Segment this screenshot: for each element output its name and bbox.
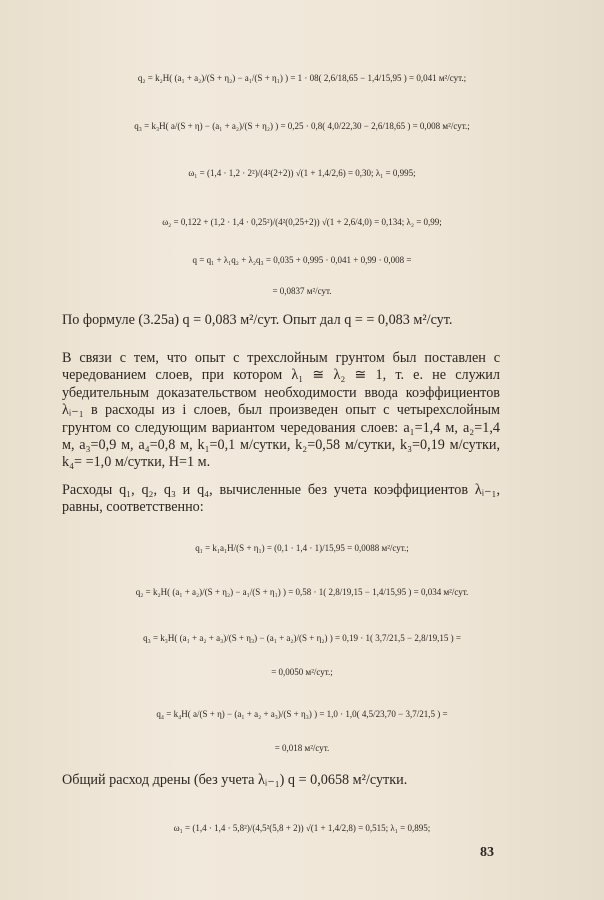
equation-omega1-first: ω₁ = (1,4 · 1,2 · 2²)/(4²(2+2)) √(1 + 1,4/2,6) = 0,30; λ₁ = 0,995;: [188, 168, 416, 178]
equation-q3-second-line1: q₃ = k₃H( (a₁ + a₂ + a₃)/(S + η₃) − (a₁ + a₂)/(S + η₂) ) = 0,19 · 1( 3,7/21,5 − 2,8/19,15 ) =: [143, 633, 461, 643]
page-number: 83: [480, 845, 494, 860]
equation-q-total-line1: q = q₁ + λ₁q₂ + λ₂q₃ = 0,035 + 0,995 · 0,041 + 0,99 · 0,008 =: [192, 255, 412, 265]
equation-omega1-second: ω₁ = (1,4 · 1,4 · 5,8²)/(4,5²(5,8 + 2)) √(1 + 1,4/2,8) = 0,515; λ₁ = 0,895;: [173, 823, 431, 833]
equation-q1-second: q₁ = k₁a₁H/(S + η₁) = (0,1 · 1,4 · 1)/15,95 = 0,0088 м²/сут.;: [195, 543, 409, 553]
equation-q3-second-line2: = 0,0050 м²/сут.;: [271, 667, 333, 677]
equation-q4-second-line1: q₄ = k₄H( a/(S + η) − (a₁ + a₂ + a₃)/(S + η₃) ) = 1,0 · 1,0( 4,5/23,70 − 3,7/21,5 ) =: [156, 709, 448, 719]
paragraph-total-discharge: Общий расход дрены (без учета λᵢ₋₁) q = 0,0658 м²/сутки.: [62, 772, 408, 788]
paragraph-four-layer-experiment: В связи с тем, что опыт с трехслойным грунтом был поставлен с чередованием слоев, при котором λ₁ ≅ λ₂ ≅ 1, т. е. не служил убедительным доказательством необходимости ввода коэффициентов λᵢ₋₁ в расходы из i слоев, был произведен опыт с четырехслойным грунтом со следующим вариантом чередования слоев: a₁=1,4 м, a₂=1,4 м, a₃=0,9 м, a₄=0,8 м, k₁=0,1 м/сутки, k₂=0,58 м/сутки, k₃=0,19 м/сутки, k₄= =1,0 м/сутки, H=1 м.: [62, 350, 500, 471]
equation-q2-first: q₂ = k₂H( (a₁ + a₂)/(S + η₂) − a₁/(S + η₁) ) = 1 · 08( 2,6/18,65 − 1,4/15,95 ) = 0,041 м²/сут.;: [137, 73, 467, 83]
equation-q3-first: q₃ = k₃H( a/(S + η) − (a₁ + a₂)/(S + η₂) ) = 0,25 · 0,8( 4,0/22,30 − 2,6/18,65 ) = 0,008 м²/сут.;: [134, 121, 470, 131]
equation-q2-second: q₂ = k₂H( (a₁ + a₂)/(S + η₂) − a₁/(S + η₁) ) = 0,58 · 1( 2,8/19,15 − 1,4/15,95 ) = 0,034 м²/сут.: [135, 587, 469, 597]
paragraph-formula-check: По формуле (3.25а) q = 0,083 м²/сут. Опыт дал q = = 0,083 м²/сут.: [62, 312, 453, 328]
paragraph-flows-intro: Расходы q₁, q₂, q₃ и q₄, вычисленные без учета коэффициентов λᵢ₋₁, равны, соответственно:: [62, 482, 500, 516]
equation-omega2: ω₂ = 0,122 + (1,2 · 1,4 · 0,25²)/(4²(0,25+2)) √(1 + 2,6/4,0) = 0,134; λ₂ = 0,99;: [162, 217, 442, 227]
equation-q4-second-line2: = 0,018 м²/сут.: [274, 743, 330, 753]
equation-q-total-line2: = 0,0837 м²/сут.: [272, 286, 332, 296]
